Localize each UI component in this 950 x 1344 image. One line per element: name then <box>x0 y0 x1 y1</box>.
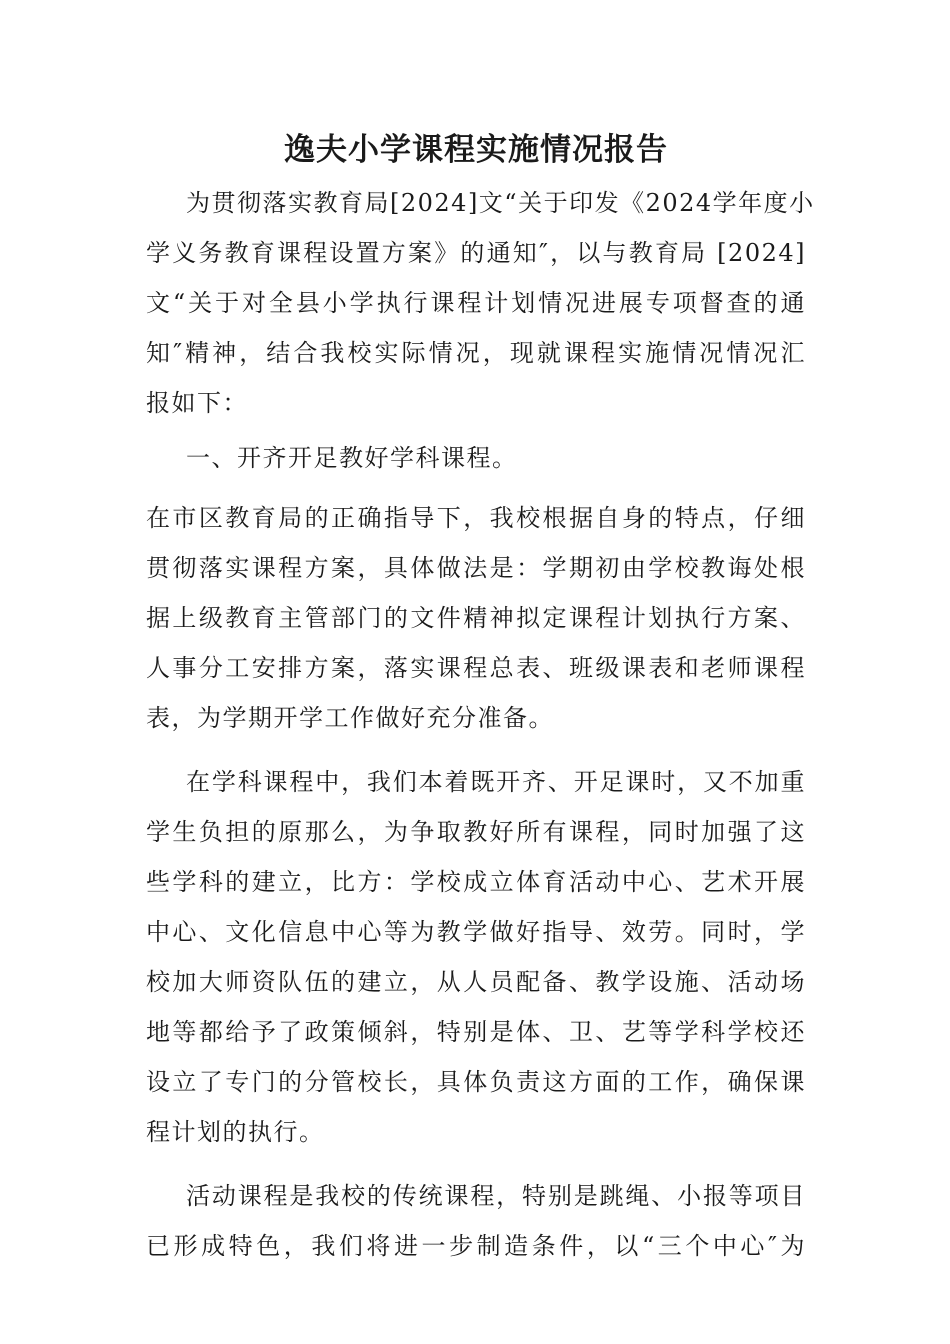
text-line: 些学科的建立，比方：学校成立体育活动中心、艺术开展 <box>146 868 806 896</box>
text-line: 在学科课程中，我们本着既开齐、开足课时，又不加重 <box>186 768 806 796</box>
paragraph-gap <box>146 1157 806 1171</box>
intro-paragraph <box>146 178 815 428</box>
text-line: 学生负担的原那么，为争取教好所有课程，同时加强了这 <box>146 818 806 846</box>
text-line: 设立了专门的分管校长，具体负责这方面的工作，确保课 <box>146 1068 806 1096</box>
text-line: 在市区教育局的正确指导下，我校根据自身的特点，仔细 <box>146 504 806 532</box>
text-line: 已形成特色，我们将进一步制造条件，以“三个中心″为 <box>146 1232 806 1260</box>
body-paragraph-3 <box>146 1171 806 1271</box>
text-line: 报如下： <box>146 389 248 417</box>
body-paragraph-1 <box>146 493 806 743</box>
text-line: 为贯彻落实教育局[2024]文“关于印发《2024学年度小 <box>186 189 815 217</box>
text-line: 学义务教育课程设置方案》的通知″，以与教育局 [2024] <box>146 239 806 267</box>
text-line: 活动课程是我校的传统课程，特别是跳绳、小报等项目 <box>186 1182 806 1210</box>
paragraph-gap <box>146 743 806 757</box>
text-line: 中心、文化信息中心等为教学做好指导、效劳。同时，学 <box>146 918 806 946</box>
text-line: 文“关于对全县小学执行课程计划情况进展专项督查的通 <box>146 289 806 317</box>
text-line: 人事分工安排方案，落实课程总表、班级课表和老师课程 <box>146 654 806 682</box>
document-title: 逸夫小学课程实施情况报告 <box>284 132 668 168</box>
text-line: 程计划的执行。 <box>146 1118 325 1146</box>
document-page <box>146 120 815 1271</box>
text-line: 知″精神，结合我校实际情况，现就课程实施情况情况汇 <box>146 339 806 367</box>
body-paragraph-2 <box>146 757 806 1157</box>
text-line: 地等都给予了政策倾斜，特别是体、卫、艺等学科学校还 <box>146 1018 806 1046</box>
text-line: 据上级教育主管部门的文件精神拟定课程计划执行方案、 <box>146 604 806 632</box>
text-line: 贯彻落实课程方案，具体做法是：学期初由学校教诲处根 <box>146 554 806 582</box>
section-heading: 一、开齐开足教好学科课程。 <box>186 444 518 472</box>
text-line: 校加大师资队伍的建立，从人员配备、教学设施、活动场 <box>146 968 806 996</box>
text-line: 表，为学期开学工作做好充分准备。 <box>146 704 554 732</box>
